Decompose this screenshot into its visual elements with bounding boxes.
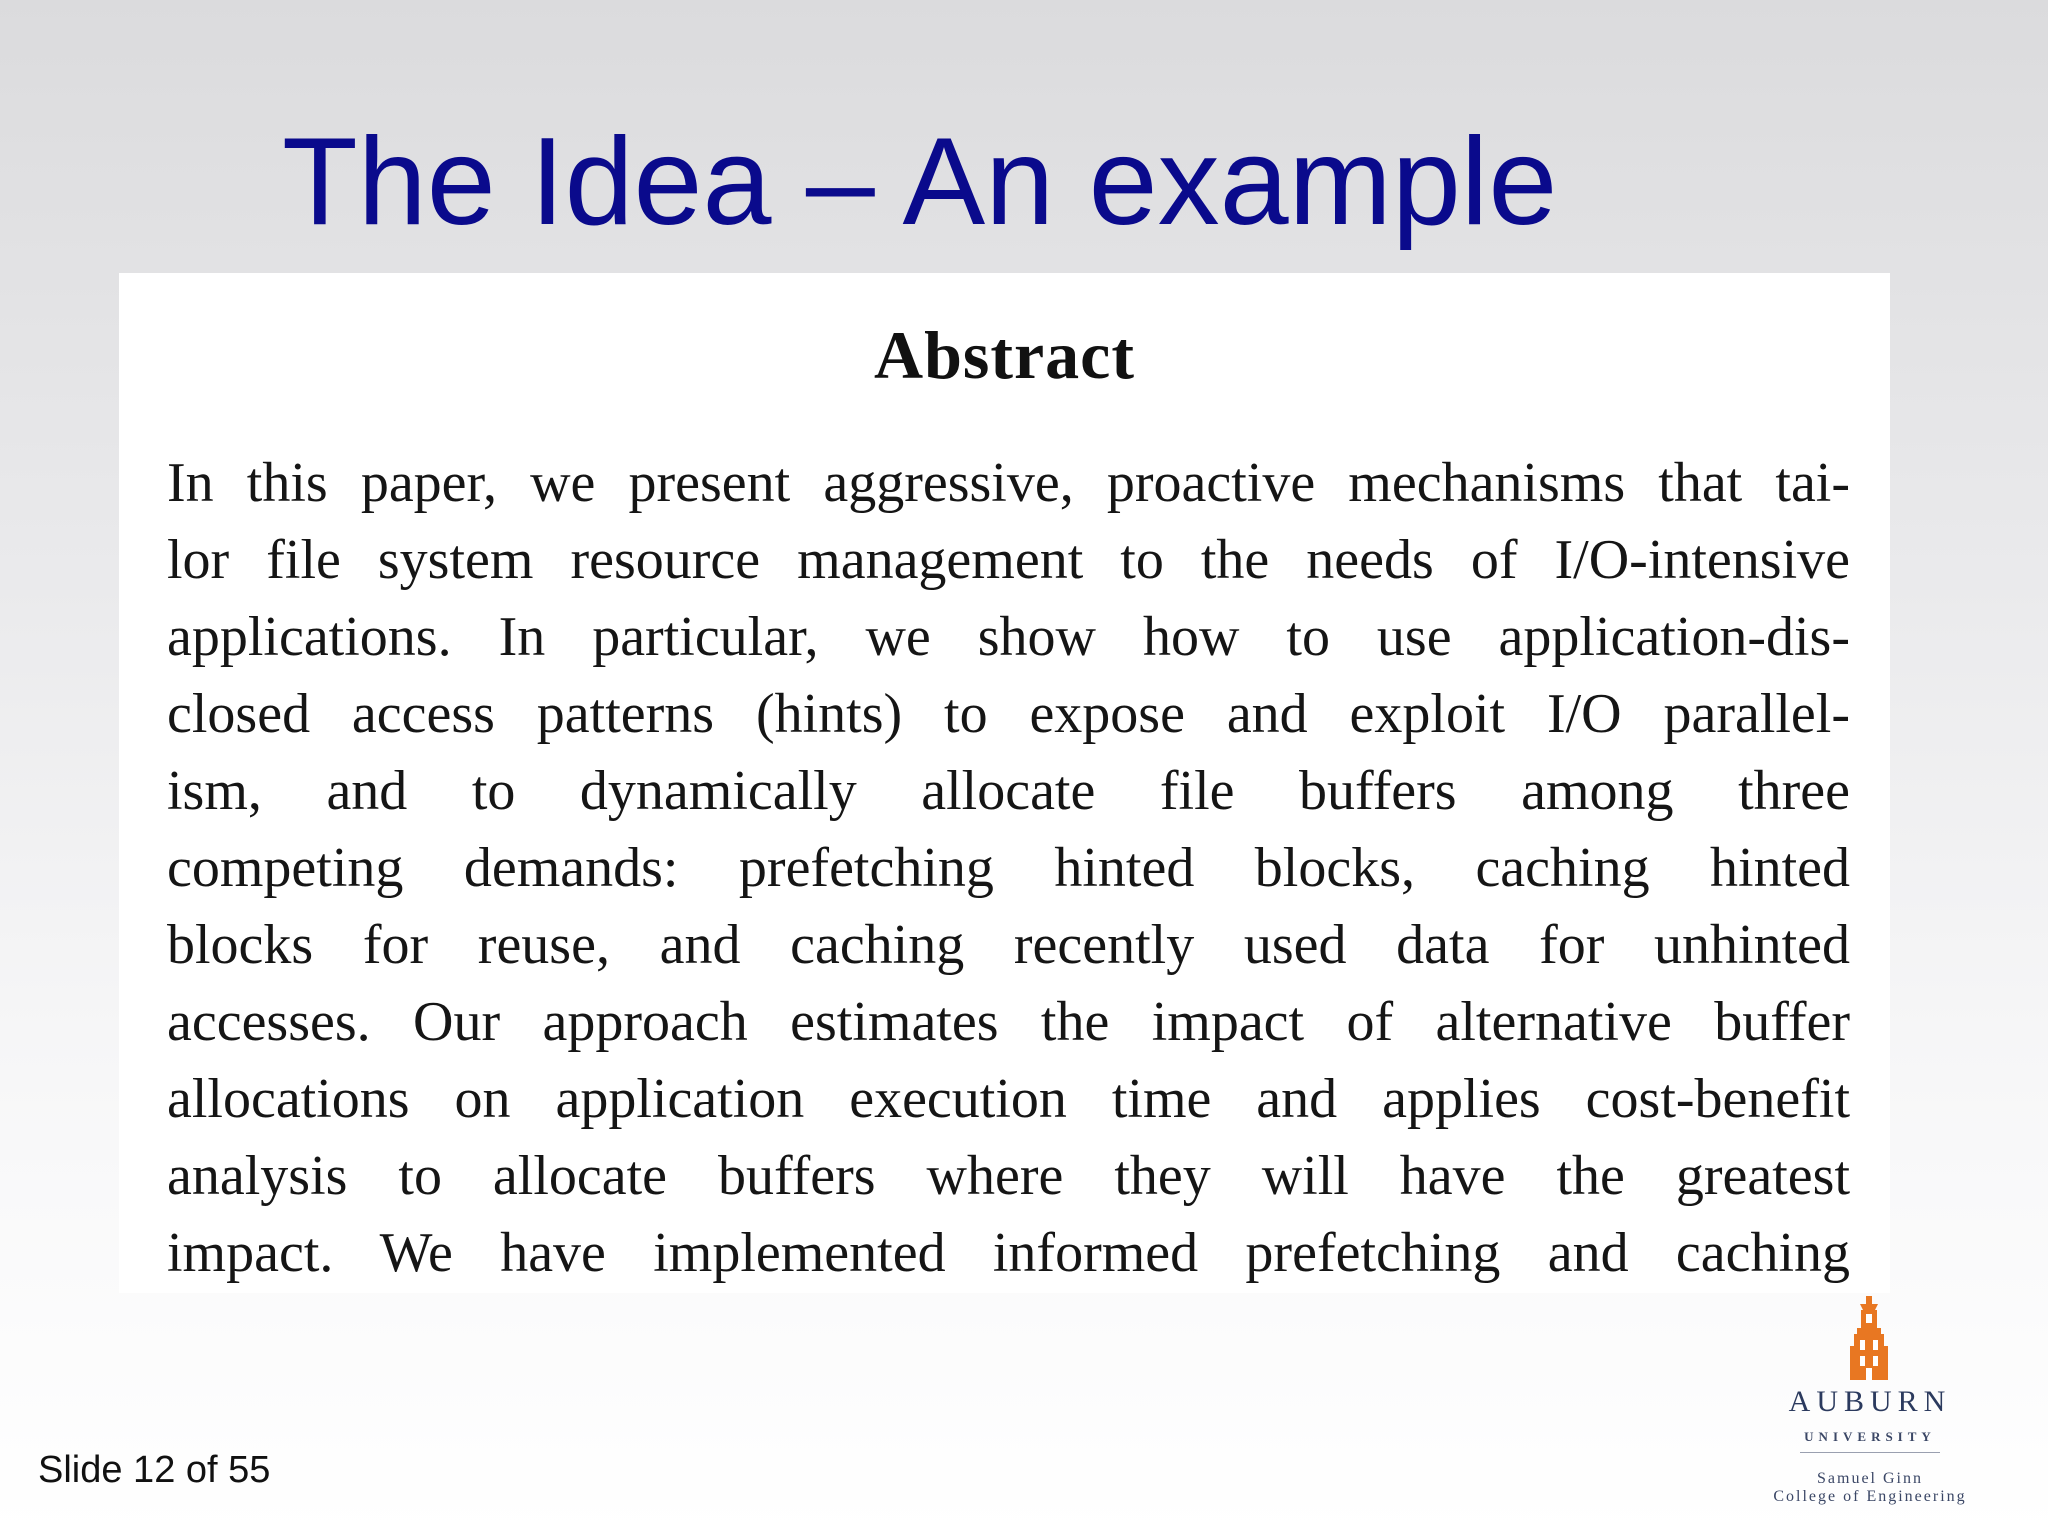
logo-college: College of Engineering xyxy=(1773,1488,1967,1505)
auburn-logo xyxy=(1730,1296,2010,1520)
logo-divider xyxy=(1800,1452,1940,1453)
abstract-line: blocks for reuse, and caching recently used data for unhinted xyxy=(167,914,1850,976)
logo-name: AUBURN xyxy=(1788,1385,1952,1418)
abstract-image xyxy=(119,273,1890,1293)
abstract-line: accesses. Our approach estimates the impact of alternative buffer xyxy=(167,991,1850,1053)
abstract-heading: Abstract xyxy=(873,317,1136,393)
tower-icon xyxy=(1840,1296,1898,1380)
slide-number: Slide 12 of 55 xyxy=(38,1449,271,1491)
abstract-line: closed access patterns (hints) to expose and exploit I/O parallel- xyxy=(167,683,1850,745)
logo-subtitle: UNIVERSITY xyxy=(1804,1429,1936,1444)
abstract-line: analysis to allocate buffers where they will have the greatest xyxy=(167,1145,1850,1207)
abstract-line: impact. We have implemented informed prefetching and caching xyxy=(167,1222,1850,1284)
abstract-line: ism, and to dynamically allocate file buffers among three xyxy=(167,760,1850,822)
abstract-line: competing demands: prefetching hinted blocks, caching hinted xyxy=(167,837,1850,899)
abstract-line: applications. In particular, we show how to use application-dis- xyxy=(167,606,1850,668)
abstract-line: allocations on application execution time and applies cost-benefit xyxy=(167,1068,1850,1130)
abstract-line: lor file system resource management to the needs of I/O-intensive xyxy=(167,529,1850,591)
slide-title: The Idea – An example xyxy=(282,113,1558,251)
logo-school: Samuel Ginn xyxy=(1817,1470,1923,1487)
abstract-body xyxy=(167,445,1850,1292)
abstract-line: In this paper, we present aggressive, proactive mechanisms that tai- xyxy=(167,452,1850,514)
